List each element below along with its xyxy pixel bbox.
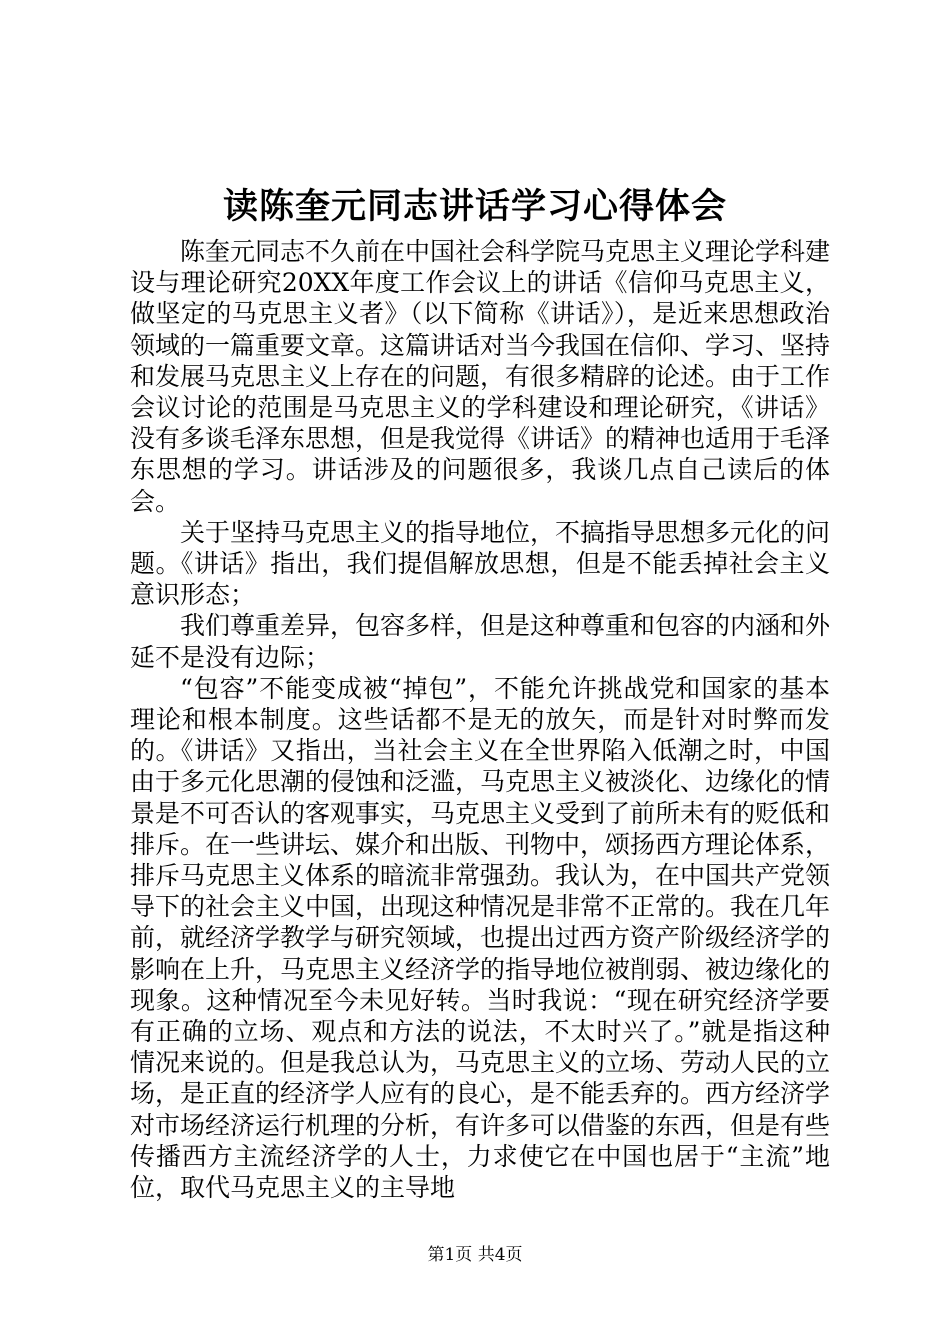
page-number-footer: 第1页 共4页 <box>427 1245 523 1265</box>
document-title: 读陈奎元同志讲话学习心得体会 <box>222 186 727 227</box>
paragraph-1: 陈奎元同志不久前在中国社会科学院马克思主义理论学科建设与理论研究20XX年度工作会议上的讲话《信仰马克思主义，做坚定的马克思主义者》（以下简称《讲话》），是近来思想政治领域的一篇重要文章。这篇讲话对当今我国在信仰、学习、坚持和发展马克思主义上存在的问题，有很多精辟的论述。由于工作会议讨论的范围是马克思主义的学科建设和理论研究，《讲话》没有多谈毛泽东思想，但是我觉得《讲话》的精神也适用于毛泽东思想的学习。讲话涉及的问题很多，我谈几点自己读后的体会。 <box>130 237 831 516</box>
paragraph-4: “包容”不能变成被“掉包”，不能允许挑战党和国家的基本理论和根本制度。这些话都不是无的放矢，而是针对时弊而发的。《讲话》又指出，当社会主义在全世界陷入低潮之时，中国由于多元化思潮的侵蚀和泛滥，马克思主义被淡化、边缘化的情景是不可否认的客观事实，马克思主义受到了前所未有的贬低和排斥。在一些讲坛、媒介和出版、刊物中，颂扬西方理论体系，排斥马克思主义体系的暗流非常强劲。我认为，在中国共产党领导下的社会主义中国，出现这种情况是非常不正常的。我在几年前，就经济学教学与研究领域，也提出过西方资产阶级经济学的影响在上升，马克思主义经济学的指导地位被削弱、被边缘化的现象。这种情况至今未见好转。当时我说：“现在研究经济学要有正确的立场、观点和方法的说法，不太时兴了。”就是指这种情况来说的。但是我总认为，马克思主义的立场、劳动人民的立场，是正直的经济学人应有的良心，是不能丢弃的。西方经济学对市场经济运行机理的分析，有许多可以借鉴的东西，但是有些传播西方主流经济学的人士，力求使它在中国也居于“主流”地位，取代马克思主义的主导地 <box>130 673 831 1203</box>
paragraph-2: 关于坚持马克思主义的指导地位，不搞指导思想多元化的问题。《讲话》指出，我们提倡解放思想，但是不能丢掉社会主义意识形态； <box>130 517 831 610</box>
paragraph-3: 我们尊重差异，包容多样，但是这种尊重和包容的内涵和外延不是没有边际； <box>130 611 831 672</box>
document-body <box>130 236 830 1203</box>
